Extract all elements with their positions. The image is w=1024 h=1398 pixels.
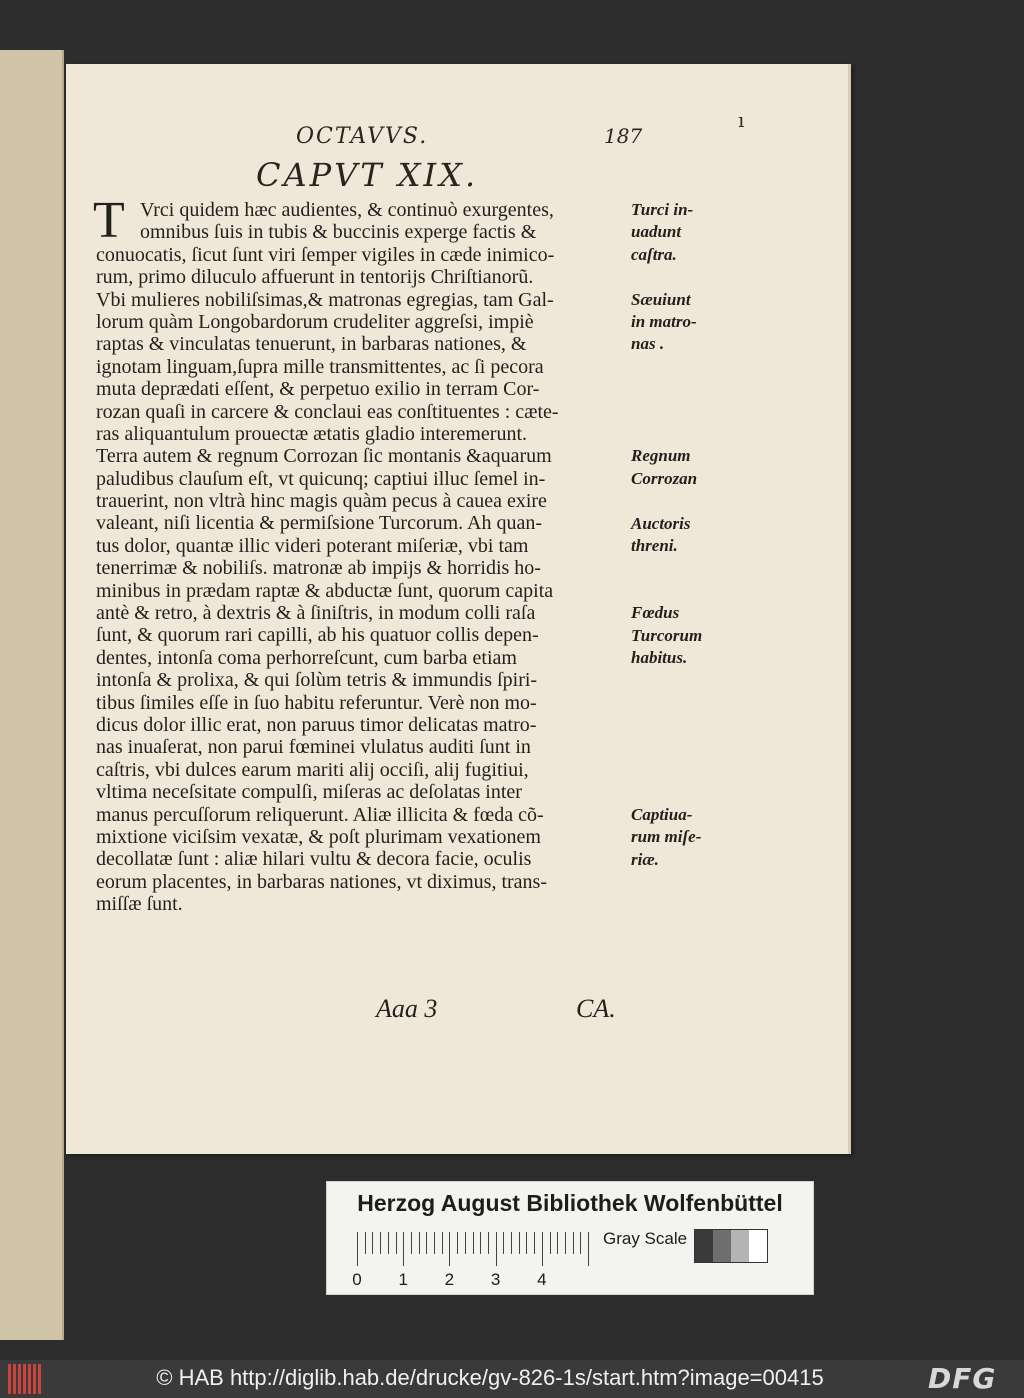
text-line: eorum placentes, in barbaras nationes, vt diximus, trans- bbox=[96, 870, 547, 893]
logo-stripe bbox=[18, 1364, 21, 1394]
text-line: paludibus clauſum eſt, vt quicunq; captiui illuc ſemel in- bbox=[96, 467, 546, 490]
text-line: tibus ſimiles eſſe in ſuo habitu referuntur. Verè non mo- bbox=[96, 691, 537, 714]
text-line: antè & retro, à dextris & à ſiniſtris, in modum colli raſa bbox=[96, 602, 536, 625]
text-line: conuocatis, ſicut ſunt viri ſemper vigiles in cæde inimico- bbox=[96, 243, 555, 266]
text-line: intonſa & prolixa, & qui ſolùm tetris & immundis ſpiri- bbox=[96, 669, 538, 692]
ruler-label: 2 bbox=[444, 1270, 455, 1289]
marginal-note: nas . bbox=[631, 334, 665, 354]
text-line: dicus dolor illic erat, non paruus timor delicatas matro- bbox=[96, 713, 537, 736]
text-line: rozan quaſi in carcere & conclaui eas conſtituentes : cæte- bbox=[96, 400, 559, 423]
signature-mark: Aaa 3 bbox=[376, 994, 438, 1023]
ruler-label: 0 bbox=[352, 1270, 362, 1289]
ruler-tick bbox=[557, 1232, 558, 1254]
ruler-tick bbox=[580, 1232, 581, 1254]
measurement-ruler bbox=[352, 1232, 589, 1289]
gray-swatch bbox=[695, 1230, 713, 1262]
marginal-note: Auctoris bbox=[631, 513, 691, 533]
marginal-note: Fœdus bbox=[631, 603, 680, 623]
text-line: tenerrimæ & nobiliſs. matronæ ab impijs & horridis ho- bbox=[96, 557, 541, 580]
hab-logo-icon bbox=[8, 1364, 44, 1394]
text-line: rum, primo diluculo affuerunt in tentorijs Chriſtianorũ. bbox=[96, 266, 534, 289]
text-line: mixtione viciſsim vexatæ, & poſt plurimam vexationem bbox=[96, 825, 541, 848]
ruler-tick bbox=[480, 1232, 481, 1254]
ruler-tick bbox=[357, 1232, 358, 1266]
gray-swatch bbox=[731, 1230, 749, 1262]
grayscale-label: Gray Scale bbox=[603, 1229, 688, 1248]
logo-stripe bbox=[28, 1364, 31, 1394]
marginal-note: habitus. bbox=[631, 648, 688, 667]
marginal-note: caſtra. bbox=[631, 244, 677, 264]
ruler-tick bbox=[496, 1232, 497, 1266]
text-line: valeant, niſi licentia & permiſsione Turcorum. Ah quan- bbox=[96, 512, 543, 535]
color-scale-card bbox=[326, 1181, 814, 1295]
text-line: trauerint, non vltrà hinc magis quàm pecus à cauea exire bbox=[96, 490, 547, 513]
ruler-tick bbox=[403, 1232, 404, 1266]
ruler-tick bbox=[511, 1232, 512, 1254]
text-line: dentes, intonſa coma perhorreſcunt, cum barba etiam bbox=[96, 646, 517, 669]
ruler-tick bbox=[372, 1232, 373, 1254]
gray-swatch bbox=[713, 1230, 731, 1262]
ruler-tick bbox=[465, 1232, 466, 1254]
ruler-tick bbox=[388, 1232, 389, 1254]
gray-swatch bbox=[749, 1230, 767, 1262]
ruler-tick bbox=[565, 1232, 566, 1254]
text-line: Vrci quidem hæc audientes, & continuò exurgentes, bbox=[140, 199, 554, 221]
footer-bar bbox=[0, 1360, 1024, 1398]
running-head bbox=[296, 124, 696, 154]
text-line: caſtris, vbi dulces earum mariti alij occiſi, alij fugitiui, bbox=[96, 758, 529, 781]
ruler-tick bbox=[396, 1232, 397, 1254]
book-page bbox=[66, 64, 851, 1154]
logo-stripe bbox=[23, 1364, 26, 1394]
text-line: miſſæ ſunt. bbox=[96, 893, 183, 916]
text-line: Vbi mulieres nobiliſsimas,& matronas egregias, tam Gal- bbox=[96, 288, 554, 311]
text-line: raptas & vinculatas tenuerunt, in barbaras nationes, & bbox=[96, 333, 527, 356]
text-line: vltima neceſsitate compulſi, miſeras ac deſolatas inter bbox=[96, 781, 522, 804]
logo-stripe bbox=[33, 1364, 36, 1394]
marginal-note: rum miſe- bbox=[631, 827, 702, 847]
ruler-tick bbox=[473, 1232, 474, 1254]
ruler-tick bbox=[488, 1232, 489, 1254]
ruler-tick bbox=[503, 1232, 504, 1254]
marginal-note: Turcorum bbox=[631, 625, 703, 645]
catchword: CA. bbox=[576, 994, 616, 1023]
logo-stripe bbox=[8, 1364, 11, 1394]
logo-stripe bbox=[38, 1364, 41, 1394]
text-line: ras aliquantulum prouectæ ætatis gladio interemerunt. bbox=[96, 422, 528, 445]
page-footer-catchwords bbox=[376, 994, 676, 1024]
marginal-note: Regnum bbox=[631, 446, 691, 466]
ruler-tick bbox=[519, 1232, 520, 1254]
ruler-tick bbox=[426, 1232, 427, 1254]
marginal-note: uadunt bbox=[631, 222, 682, 242]
library-name: Herzog August Bibliothek Wolfenbüttel bbox=[357, 1190, 783, 1216]
ruler-tick bbox=[449, 1232, 450, 1266]
text-line: decollatæ ſunt : aliæ hilari vultu & decora facie, oculis bbox=[96, 848, 532, 871]
page-number: 187 bbox=[604, 124, 643, 148]
footer-credit: © HAB http://diglib.hab.de/drucke/gv-826-1s/start.htm?image=00415 bbox=[156, 1365, 824, 1390]
ruler-label: 4 bbox=[537, 1270, 547, 1289]
text-line: lorum quàm Longobardorum crudeliter aggreſsi, impiè bbox=[96, 310, 534, 333]
text-line: ignotam linguam,ſupra mille transmittentes, ac ſi pecora bbox=[96, 355, 544, 378]
text-line: manus percuſſorum reliquerunt. Aliæ illicita & fœda cõ- bbox=[96, 803, 544, 826]
drop-cap: T bbox=[93, 192, 125, 249]
marginal-note: Sæuiunt bbox=[631, 289, 691, 309]
ruler-label: 3 bbox=[490, 1270, 501, 1289]
grayscale-swatches bbox=[694, 1229, 768, 1263]
ruler-tick bbox=[550, 1232, 551, 1254]
facing-page-edge bbox=[0, 50, 64, 1340]
ruler-tick bbox=[365, 1232, 366, 1254]
ruler-tick bbox=[542, 1232, 543, 1266]
marginal-note: Turci in- bbox=[631, 200, 694, 219]
ruler-tick bbox=[526, 1232, 527, 1254]
ruler-tick bbox=[434, 1232, 435, 1254]
text-line: nas inuaſerat, non parui fœminei vlulatus auditi ſunt in bbox=[96, 736, 531, 759]
marginal-note: riæ. bbox=[631, 849, 659, 869]
text-line: ſunt, & quorum rari capilli, ab his quatuor collis depen- bbox=[96, 624, 539, 647]
ruler-tick bbox=[457, 1232, 458, 1254]
ruler-tick bbox=[419, 1232, 420, 1254]
ruler-tick bbox=[534, 1232, 535, 1254]
ruler-tick bbox=[588, 1232, 589, 1266]
marginal-note: in matro- bbox=[631, 312, 697, 331]
ruler-tick bbox=[411, 1232, 412, 1254]
text-line: tus dolor, quantæ illic videri poterant miſeriæ, vbi tam bbox=[96, 534, 529, 557]
ruler-tick bbox=[442, 1232, 443, 1254]
text-line: muta deprædati eſſent, & perpetuo exilio in terram Cor- bbox=[96, 378, 540, 401]
text-line: omnibus ſuis in tubis & buccinis experge factis & bbox=[140, 221, 537, 244]
text-line: minibus in prædam raptæ & abductæ ſunt, quorum capita bbox=[96, 579, 554, 602]
running-title: OCTAVVS. bbox=[296, 124, 429, 149]
text-line: Terra autem & regnum Corrozan ſic montanis &aquarum bbox=[96, 445, 552, 468]
marginal-note: threni. bbox=[631, 536, 678, 555]
ruler-tick bbox=[573, 1232, 574, 1254]
marginal-note: Corrozan bbox=[631, 468, 698, 488]
logo-stripe bbox=[13, 1364, 16, 1394]
ruler-label: 1 bbox=[398, 1270, 408, 1289]
ruler-tick bbox=[380, 1232, 381, 1254]
body-text bbox=[93, 192, 626, 916]
chapter-title: CAPVT XIX. bbox=[256, 156, 479, 194]
dfg-logo: DFG bbox=[928, 1362, 997, 1395]
marginal-note: Captiua- bbox=[631, 804, 693, 824]
corner-mark: ı bbox=[738, 108, 745, 132]
